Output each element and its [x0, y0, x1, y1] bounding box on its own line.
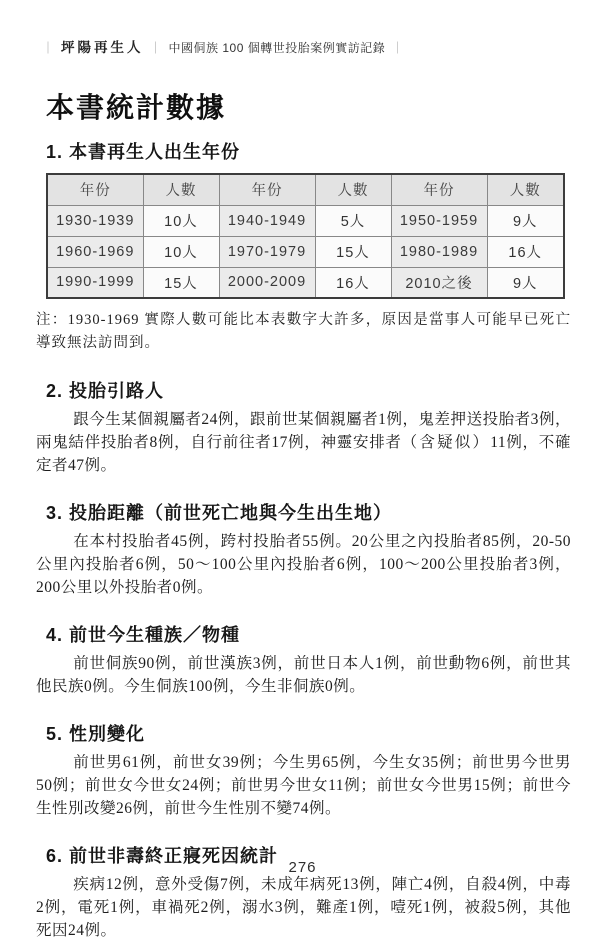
table-cell-count: 15人: [315, 236, 391, 267]
header-divider: ｜: [42, 41, 56, 55]
table-header-cell: 人數: [487, 174, 564, 205]
body-text: 11例，不確定者47例。: [36, 434, 571, 474]
table-cell-count: 9人: [487, 267, 564, 298]
table-cell-year: 1930-1939: [47, 205, 143, 236]
header-divider: ｜: [391, 41, 405, 55]
section-gender-change: [36, 720, 571, 820]
page-title: 本書統計數據: [46, 92, 227, 123]
table-header-row: [47, 174, 564, 205]
table-cell-count: 15人: [143, 267, 219, 298]
section-heading: 2. 投胎引路人: [46, 381, 165, 401]
section-heading: 5. 性別變化: [46, 724, 146, 744]
running-header: [36, 36, 571, 56]
table-cell-year: 1950-1959: [391, 205, 487, 236]
table-cell-year: 1940-1949: [219, 205, 315, 236]
section-ethnicity-species: [36, 621, 571, 698]
section-body: 在本村投胎者45例，跨村投胎者55例。20公里之內投胎者85例，20-50公里內投胎者6例，50～100公里內投胎者6例，100～200公里投胎者3例，200公里以外投胎者0例。: [36, 533, 571, 596]
table-cell-year: 1980-1989: [391, 236, 487, 267]
body-text-kai: （含疑似）: [401, 434, 491, 451]
table-header-cell: 年份: [391, 174, 487, 205]
table-header-cell: 人數: [315, 174, 391, 205]
section-heading: 4. 前世今生種族／物種: [46, 625, 241, 645]
section-reincarnation-distance: [36, 499, 571, 599]
table-row: [47, 236, 564, 267]
section-heading: 1. 本書再生人出生年份: [46, 142, 241, 162]
section-birth-years: [36, 138, 571, 355]
table-cell-count: 5人: [315, 205, 391, 236]
table-note: 注：1930-1969 實際人數可能比本表數字大許多，原因是當事人可能早已死亡導致無法訪問到。: [36, 312, 571, 351]
table-cell-count: 16人: [487, 236, 564, 267]
book-title: 坪陽再生人: [61, 40, 144, 55]
section-body: 前世侗族90例，前世漢族3例，前世日本人1例，前世動物6例，前世其他民族0例。今生侗族100例，今生非侗族0例。: [36, 655, 571, 695]
table-cell-year: 2000-2009: [219, 267, 315, 298]
book-subtitle: 中國侗族 100 個轉世投胎案例實訪記錄: [168, 41, 386, 55]
table-header-cell: 人數: [143, 174, 219, 205]
table-cell-year: 1960-1969: [47, 236, 143, 267]
section-body: 前世男61例，前世女39例；今生男65例，今生女35例；前世男今世男50例；前世女今世女24例；前世男今世女11例；前世女今世男15例；前世今生性別改變26例，前世今生性別不變74例。: [36, 754, 571, 817]
birth-year-table: [46, 173, 565, 299]
table-cell-count: 10人: [143, 236, 219, 267]
table-header-cell: 年份: [47, 174, 143, 205]
table-cell-count: 9人: [487, 205, 564, 236]
section-heading: 3. 投胎距離（前世死亡地與今生出生地）: [46, 503, 393, 523]
table-row: [47, 267, 564, 298]
page-number: 276: [288, 859, 317, 876]
section-body: 疾病12例，意外受傷7例，未成年病死13例，陣亡4例，自殺4例，中毒2例，電死1例，車禍死2例，溺水3例，難產1例，噎死1例，被殺5例，其他死因24例。: [36, 876, 571, 939]
table-cell-year: 1990-1999: [47, 267, 143, 298]
table-cell-count: 16人: [315, 267, 391, 298]
table-cell-count: 10人: [143, 205, 219, 236]
table-row: [47, 205, 564, 236]
table-cell-year: 2010之後: [391, 267, 487, 298]
section-heading: 6. 前世非壽終正寢死因統計: [46, 846, 279, 866]
table-cell-year: 1970-1979: [219, 236, 315, 267]
section-reincarnation-guides: [36, 377, 571, 477]
body-text: 跟今生某個親屬者24例，跟前世某個親屬者1例，鬼差押送投胎者3例，兩鬼結伴投胎者8例，自行前往者17例，神靈安排者: [36, 411, 571, 451]
section-death-causes: [36, 842, 571, 942]
header-divider: ｜: [149, 41, 163, 55]
section-body: [36, 408, 571, 477]
table-header-cell: 年份: [219, 174, 315, 205]
